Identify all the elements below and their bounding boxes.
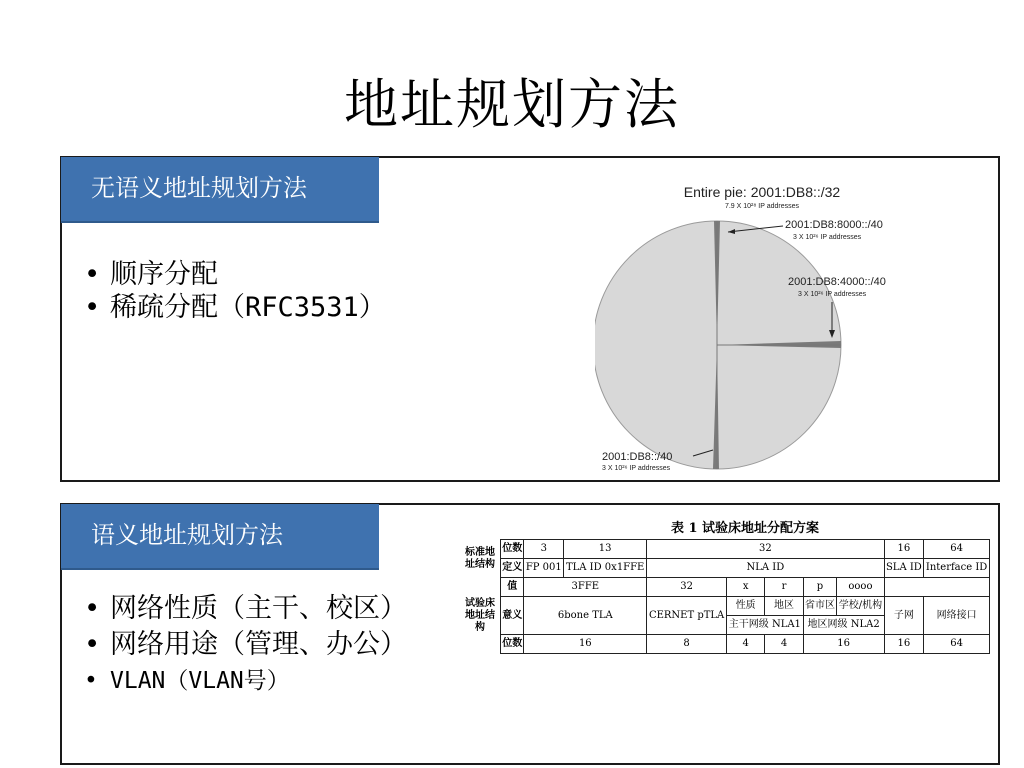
allocation-pie-figure bbox=[595, 170, 915, 474]
semantic-bullets bbox=[80, 591, 407, 699]
table-cell: 13 bbox=[564, 540, 647, 559]
pie-label-a: 2001:DB8:8000::/40 bbox=[785, 219, 883, 231]
pie-title: Entire pie: 2001:DB8::/32 bbox=[683, 184, 841, 200]
table-cell: 性质 bbox=[727, 597, 765, 616]
row-group-label: 试验床地址结构 bbox=[465, 597, 495, 633]
table-cell: 地区网级 NLA2 bbox=[803, 616, 884, 635]
table-cell: 16 bbox=[803, 635, 884, 654]
bullet-item: • 网络用途（管理、办公） bbox=[80, 627, 407, 663]
table-cell: SLA ID bbox=[884, 559, 924, 578]
pie-label-b: 2001:DB8:4000::/40 bbox=[788, 276, 886, 288]
table-cell: 6bone TLA bbox=[524, 597, 647, 635]
table-cell: 3FFE bbox=[524, 578, 647, 597]
row-group-label: 标准地址结构 bbox=[465, 546, 495, 570]
table-row bbox=[460, 559, 990, 578]
table-cell: Interface ID bbox=[924, 559, 990, 578]
table-cell: 主干网级 NLA1 bbox=[727, 616, 804, 635]
unsemantic-bullets bbox=[80, 258, 386, 324]
table-cell bbox=[884, 578, 989, 597]
table-cell: 位数 bbox=[501, 540, 524, 559]
table-title: 表 1 试验床地址分配方案 bbox=[670, 521, 820, 536]
unsemantic-panel bbox=[60, 156, 1000, 482]
pie-label-c-sub: 3 X 10²⁶ IP addresses bbox=[602, 465, 671, 472]
table-cell: x bbox=[727, 578, 765, 597]
semantic-panel bbox=[60, 503, 1000, 765]
pie-label-c: 2001:DB8::/40 bbox=[602, 451, 673, 463]
table-cell: 4 bbox=[765, 635, 803, 654]
pie-label-a-sub: 3 X 10²⁶ IP addresses bbox=[793, 234, 862, 241]
table-cell: 64 bbox=[924, 540, 990, 559]
bullet-item: • 顺序分配 bbox=[80, 258, 386, 291]
table-cell: CERNET pTLA bbox=[647, 597, 727, 635]
table-cell: 定义 bbox=[501, 559, 524, 578]
table-cell: 8 bbox=[647, 635, 727, 654]
table-cell: 意义 bbox=[501, 597, 524, 635]
bullet-item: • 稀疏分配（RFC3531） bbox=[80, 291, 386, 324]
table-cell: r bbox=[765, 578, 803, 597]
bullet-item: • VLAN（VLAN号） bbox=[80, 663, 407, 699]
table-cell: NLA ID bbox=[647, 559, 884, 578]
table-cell: p bbox=[803, 578, 837, 597]
table-cell: 32 bbox=[647, 540, 884, 559]
address-table-figure bbox=[460, 519, 990, 654]
page-title: 地址规划方法 bbox=[344, 73, 680, 136]
table-cell: 子网 bbox=[884, 597, 924, 635]
table-cell: 64 bbox=[924, 635, 990, 654]
pie-svg bbox=[595, 170, 915, 474]
table-row bbox=[460, 540, 990, 559]
table-cell: 省市区 bbox=[803, 597, 837, 616]
pie-subtitle: 7.9 X 10²⁸ IP addresses bbox=[724, 203, 800, 210]
table-cell: oooo bbox=[837, 578, 884, 597]
table-cell: 地区 bbox=[765, 597, 803, 616]
table-cell: 16 bbox=[524, 635, 647, 654]
table-cell: 32 bbox=[647, 578, 727, 597]
table-cell: 学校/机构 bbox=[837, 597, 884, 616]
address-allocation-table bbox=[460, 539, 990, 654]
table-cell: 3 bbox=[524, 540, 564, 559]
table-cell: 16 bbox=[884, 635, 924, 654]
unsemantic-tag: 无语义地址规划方法 bbox=[61, 157, 379, 223]
bullet-item: • 网络性质（主干、校区） bbox=[80, 591, 407, 627]
table-row bbox=[460, 578, 990, 597]
table-row bbox=[460, 635, 990, 654]
semantic-tag: 语义地址规划方法 bbox=[61, 504, 379, 570]
pie-label-b-sub: 3 X 10²⁶ IP addresses bbox=[798, 291, 867, 298]
table-cell: 值 bbox=[501, 578, 524, 597]
table-cell: TLA ID 0x1FFE bbox=[564, 559, 647, 578]
table-cell: FP 001 bbox=[524, 559, 564, 578]
table-cell: 4 bbox=[727, 635, 765, 654]
table-cell: 位数 bbox=[501, 635, 524, 654]
table-row bbox=[460, 597, 990, 616]
table-cell: 16 bbox=[884, 540, 924, 559]
table-cell: 网络接口 bbox=[924, 597, 990, 635]
